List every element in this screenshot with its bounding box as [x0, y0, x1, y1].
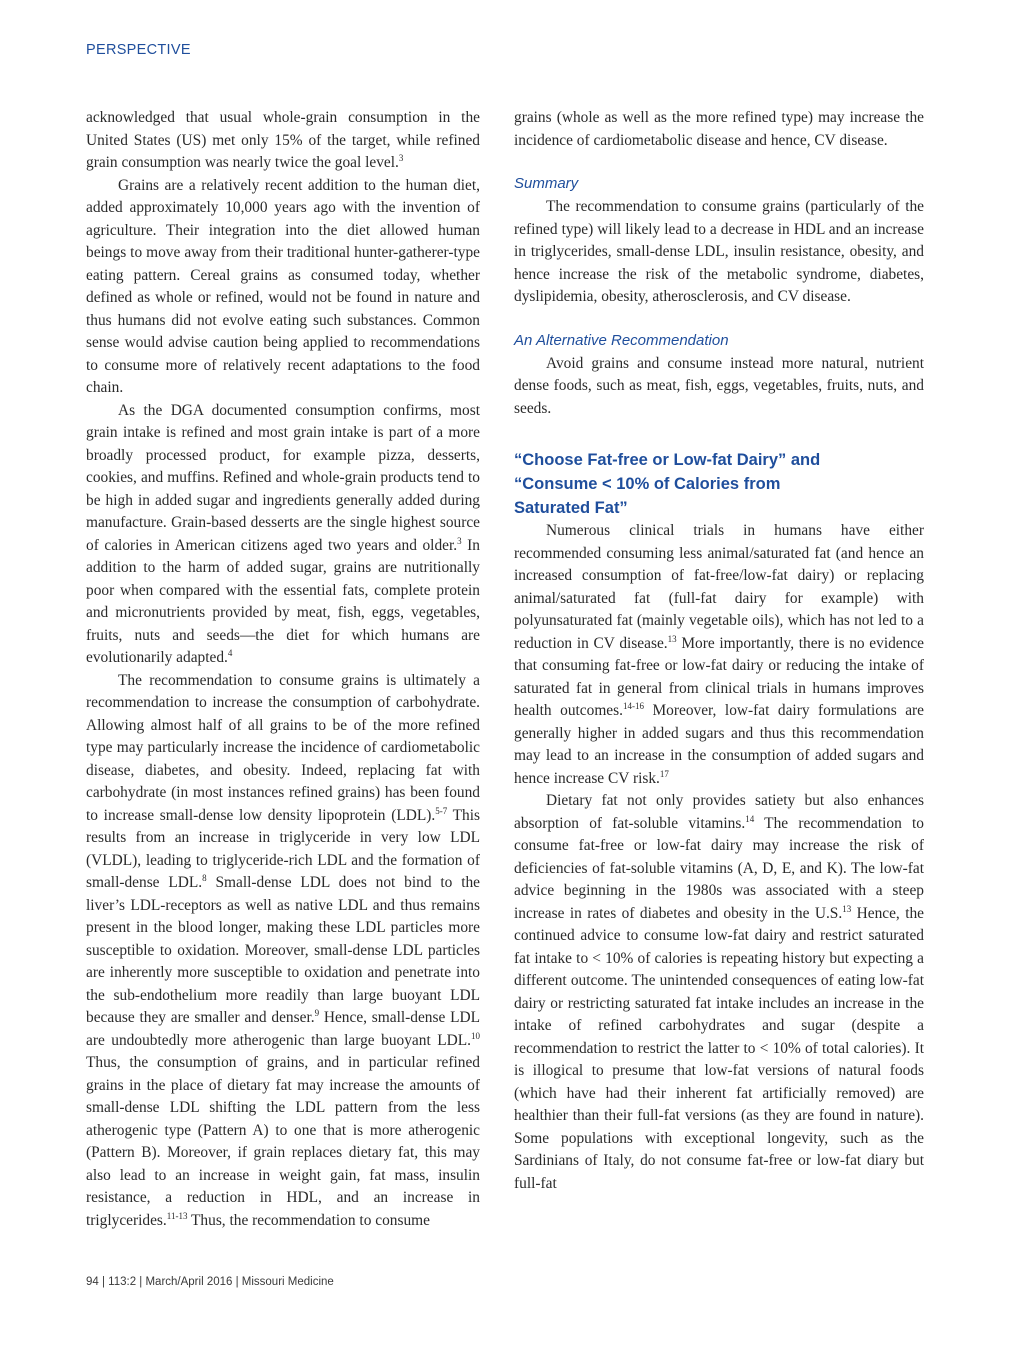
citation: 3	[457, 535, 462, 546]
left-column	[86, 107, 480, 1232]
paragraph: grains (whole as well as the more refined type) may increase the incidence of cardiometabolic disease and hence, CV disease.	[514, 109, 924, 149]
citation: 8	[202, 872, 207, 883]
paragraph: The recommendation to consume grains is ultimately a recommendation to increase the consumption of carbohydrate. Allowing almost half of all grains to be of the more refined type may particularly increase the incidence of cardiometabolic disease, diabetes, and obesity. Indeed, replacing fat with carbohydrate (in most instances refined grains) has been found to increase small-dense low density lipoprotein (LDL).$^{5-7}$ This results from an increase in triglyceride in very low LDL (VLDL), leading to triglyceride-rich LDL and the formation of small-dense LDL.$^8$ Small-dense LDL does not bind to the liver’s LDL-receptors as well as native LDL and thus remains present in the blood longer, making these LDL particles more susceptible to oxidation. Moreover, small-dense LDL particles are inherently more susceptible to oxidation and penetrate into the sub-endothelium more readily than large buoyant LDL because they are smaller and denser.$^9$ Hence, small-dense LDL are undoubtedly more atherogenic than large buoyant LDL.$^{10}$ Thus, the consumption of grains, and in particular refined grains in the place of dietary fat may increase the amounts of small-dense LDL shifting the LDL pattern from the less atherogenic type (Pattern A) to one that is more atherogenic (Pattern B). Moreover, if grain replaces dietary fat, this may also lead to an increase in weight gain, fat mass, insulin resistance, a reduction in HDL, and an increase in triglycerides.$^{11-13}$ Thus, the recommendation to consume	[86, 671, 481, 1229]
citation: 14-16	[622, 700, 644, 711]
citation: 14	[745, 813, 755, 824]
page-footer: 94 | 113:2 | March/April 2016 | Missouri Medicine	[86, 1276, 334, 1288]
summary-heading: Summary	[514, 175, 579, 192]
citation: 10	[471, 1030, 480, 1041]
paragraph: acknowledged that usual whole-grain consumption in the United States (US) met only 15% of the target, while refined grain consumption was nearly twice the goal level.$^3$	[86, 109, 480, 171]
alternative-heading: An Alternative Recommendation	[514, 331, 729, 349]
paragraph: Numerous clinical trials in humans have either recommended consuming less animal/saturated fat (and hence an increased consumption of fat-free/low-fat dairy) or replacing animal/saturated fat (full-fat dairy for example) with polyunsaturated fat (mainly vegetable oils), which has not led to a reduction in CV disease.$^{13}$ More importantly, there is no evidence that consuming fat-free or low-fat dairy or reducing the intake of saturated fat in general from clinical trials in humans improves health outcomes.$^{14-16}$ Moreover, low-fat dairy formulations are generally higher in added sugars and thus this recommendation may lead to an increase in the consumption of added sugars and hence increase CV risk.$^{17}$	[514, 522, 924, 787]
citation: 3	[398, 152, 404, 163]
alternative-paragraph: Avoid grains and consume instead more natural, nutrient dense foods, such as meat, fish, eggs, vegetables, fruits, nuts, and seeds.	[514, 354, 924, 417]
paragraph: Grains are a relatively recent addition to the human diet, added approximately 10,000 years ago with the invention of agriculture. Their integration into the diet allowed human beings to move away from their traditional hunter-gatherer-type eating pattern. Cereal grains as consumed today, whether defined as whole or refined, would not be found in nature and thus humans did not evolve eating such substances. Common sense would advise caution being applied to recommendations to consume more of relatively recent adaptations to the food chain.	[86, 176, 480, 396]
citation: 5-7	[435, 805, 448, 816]
section-label: PERSPECTIVE	[86, 42, 191, 58]
right-column	[514, 107, 924, 1195]
citation: 11-13	[166, 1210, 188, 1221]
summary-paragraph: The recommendation to consume grains (particularly of the refined type) will likely lead to a decrease in HDL and an increase in triglycerides, small-dense LDL, insulin resistance, obesity, and hence increase the risk of the metabolic syndrome, diabetes, dyslipidemia, obesity, atherosclerosis, and CV disease.	[514, 198, 924, 305]
section-heading: “Choose Fat-free or Low-fat Dairy” and “Consume < 10% of Calories from Saturated Fat”	[514, 451, 821, 517]
paragraph: As the DGA documented consumption confirms, most grain intake is refined and most grain intake is part of a more broadly processed product, for example pizza, desserts, cookies, and muffins. Refined and whole-grain products tend to be high in added sugar and ingredients generally added during manufacture. Grain-based desserts are the single highest source of calories in American citizens aged two years and older.$^3$ In addition to the harm of added sugar, grains are nutritionally poor when compared with the essential fats, complete protein and micronutrients provided by meat, fish, eggs, vegetables, fruits, nuts and seeds—the diet for which humans are evolutionarily adapted.$^4$	[86, 401, 481, 666]
citation: 13	[842, 903, 852, 914]
citation: 9	[314, 1007, 320, 1018]
citation: 4	[227, 647, 233, 658]
citation: 13	[667, 633, 677, 644]
citation: 17	[659, 768, 669, 779]
paragraph: Dietary fat not only provides satiety but also enhances absorption of fat-soluble vitamins.$^{14}$ The recommendation to consume fat-free or low-fat dairy may increase the risk of deficiencies of fat-soluble vitamins (A, D, E, and K). The low-fat advice beginning in the 1980s was associated with a steep increase in rates of diabetes and obesity in the U.S.$^{13}$ Hence, the continued advice to consume low-fat dairy and restrict saturated fat intake to < 10% of calories is repeating history but expecting a different outcome. The unintended consequences of eating low-fat dairy or restricting saturated fat intake includes an increase in the intake of refined carbohydrates and sugar (despite a recommendation to restrict the latter to < 10% of total calories). It is illogical to presume that low-fat versions of natural foods (which have had their inherent fat artificially removed) are healthier than their full-fat versions (as they are found in nature). Some populations with exceptional longevity, such as the Sardinians of Italy, do not consume fat-free or low-fat diary but full-fat	[514, 792, 924, 1192]
